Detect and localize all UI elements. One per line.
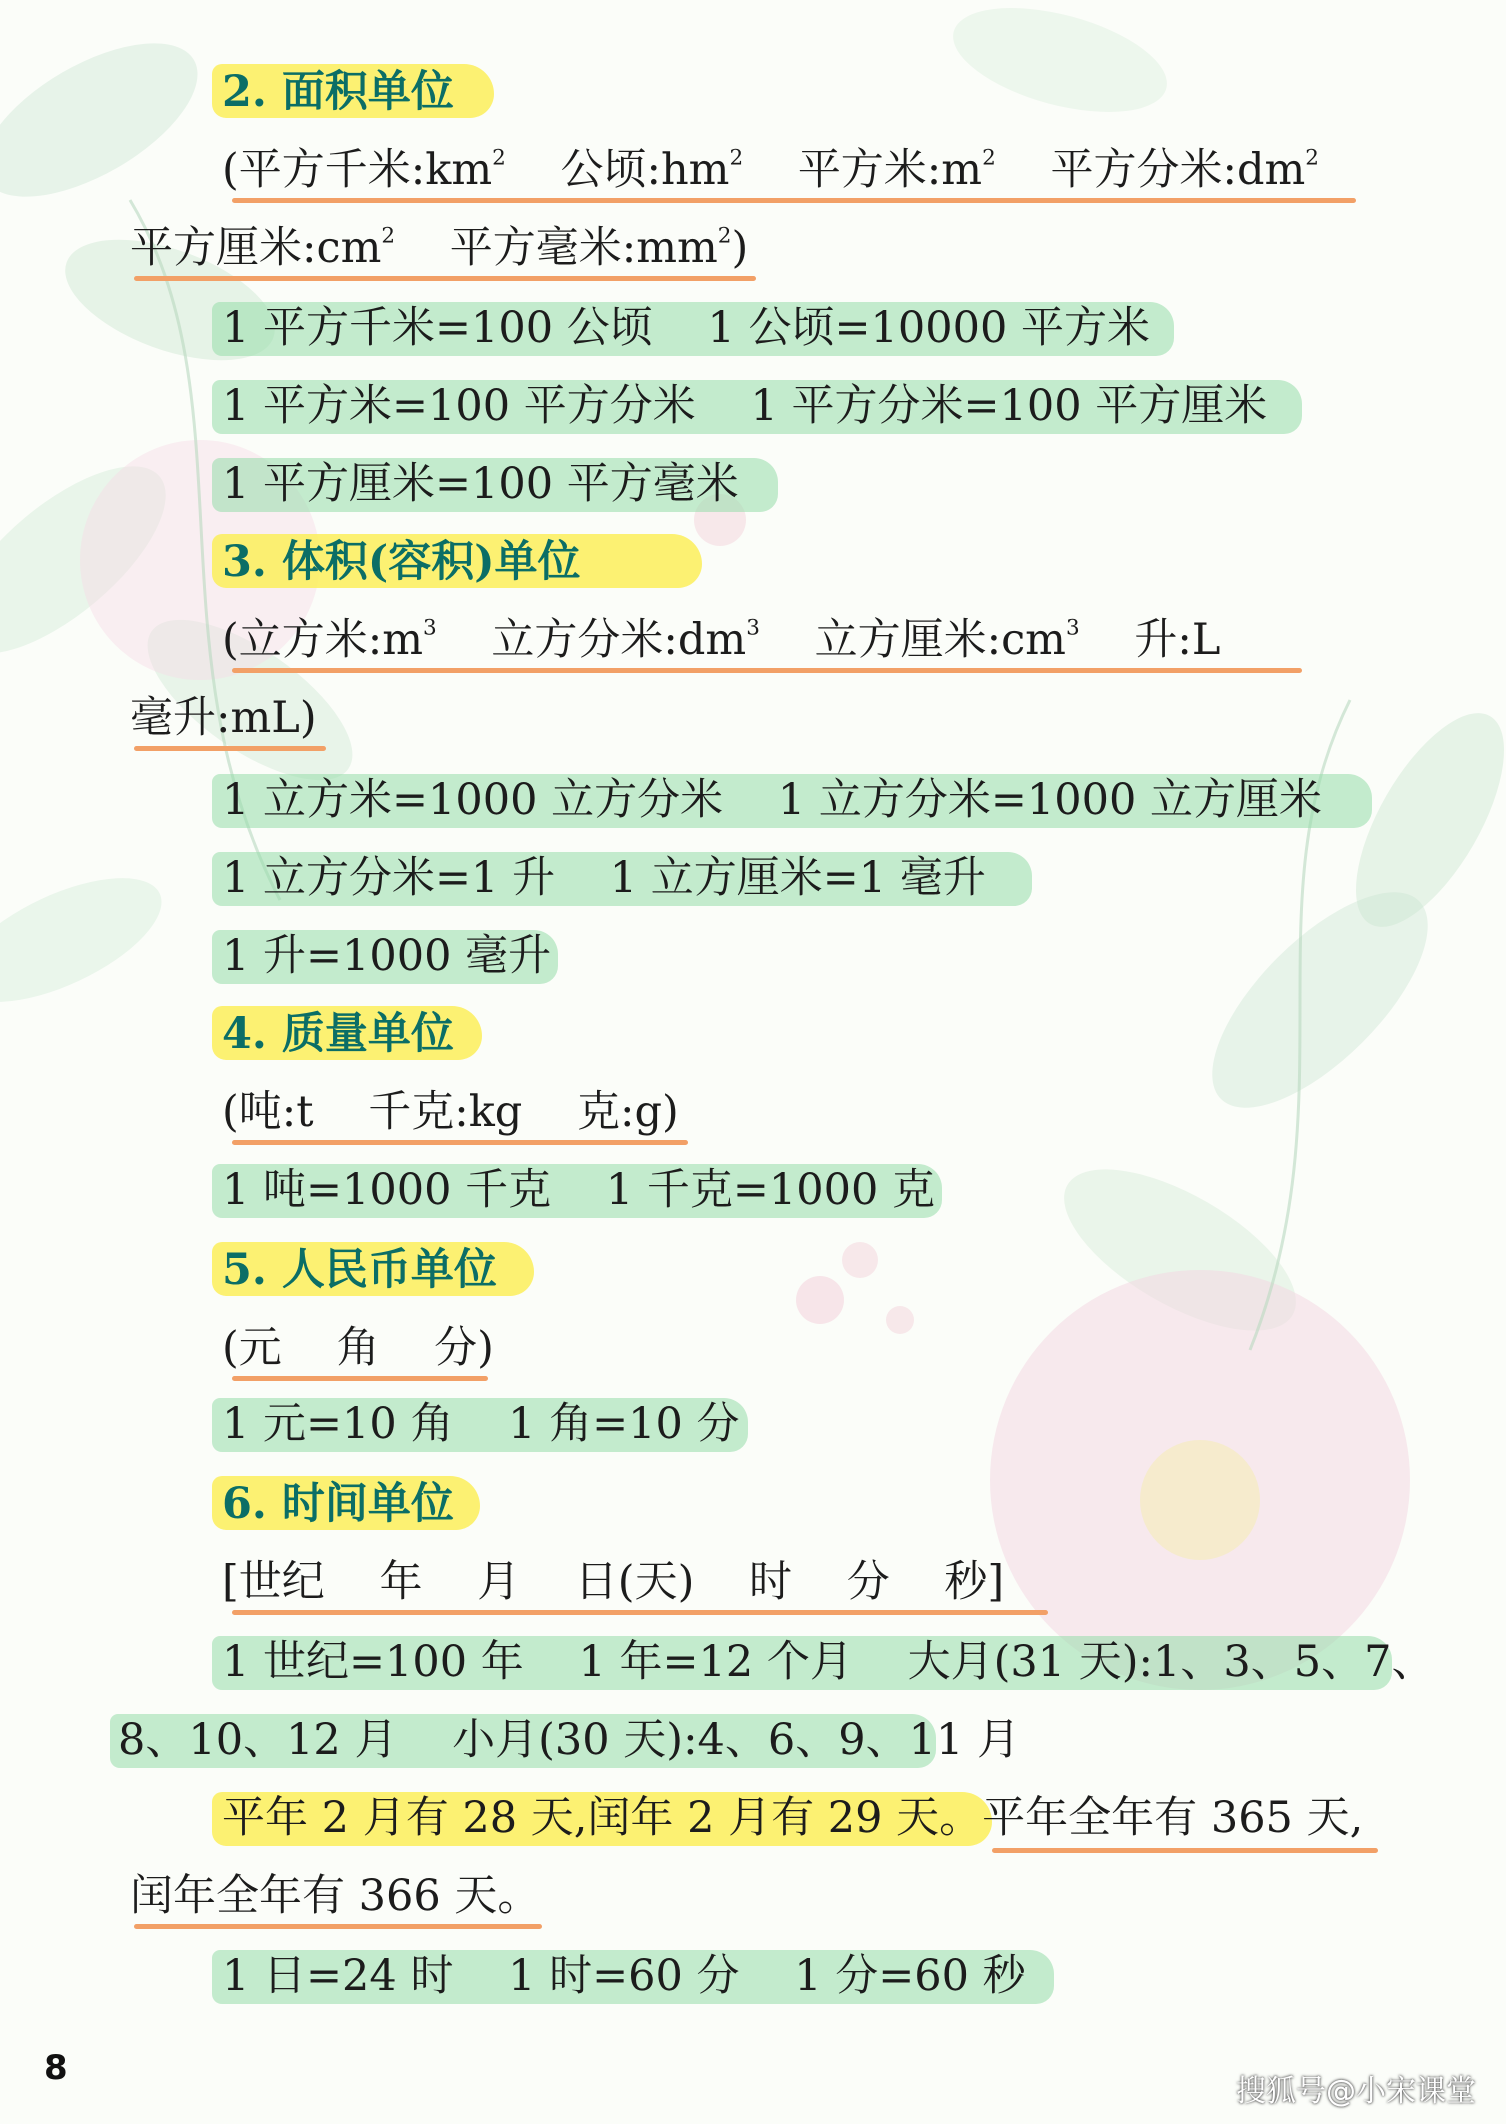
section-heading-area: 2. 面积单位	[222, 67, 454, 117]
unit-dm2: 平方分米$:dm^2$	[1050, 145, 1319, 195]
underline	[134, 276, 756, 281]
section-heading-time: 6. 时间单位	[222, 1479, 454, 1529]
volume-conversion-2: 1 立方分米=1 升 1 立方厘米=1 毫升	[222, 853, 986, 903]
unit-liter: 升:L	[1134, 615, 1221, 665]
volume-conversion-3: 1 升=1000 毫升	[222, 931, 552, 981]
underline	[134, 746, 326, 751]
unit-m2: 平方米$:m^2$	[797, 145, 996, 195]
page-number: 8	[44, 2048, 68, 2088]
section-heading-mass: 4. 质量单位	[222, 1009, 454, 1059]
unit-cm3: 立方厘米$:cm^3$	[814, 615, 1080, 665]
underline	[232, 1140, 688, 1145]
volume-units-line-1	[222, 610, 1220, 670]
section-heading-volume: 3. 体积(容积)单位	[222, 537, 581, 587]
unit-m3: (立方米$:m^3$	[222, 615, 437, 665]
underline	[232, 1376, 488, 1381]
time-conversion-1: 1 世纪=100 年 1 年=12 个月 大月(31 天):1、3、5、7、	[222, 1637, 1435, 1687]
money-units: (元 角 分)	[222, 1323, 494, 1373]
unit-cm2: 平方厘米$:cm^2$	[130, 223, 396, 273]
area-units-line-1	[222, 140, 1319, 200]
area-units-line-2: 平方厘米$:cm^2$ 平方毫米$:mm^2$)	[130, 223, 749, 273]
leap-year-line-1	[222, 1788, 1363, 1848]
time-conversion-2: 8、10、12 月 小月(30 天):4、6、9、11 月	[118, 1715, 1021, 1765]
watermark: 搜狐号@小宋课堂	[1236, 2074, 1476, 2109]
volume-conversion-1: 1 立方米=1000 立方分米 1 立方分米=1000 立方厘米	[222, 775, 1322, 825]
volume-units-line-2: 毫升:mL)	[130, 693, 317, 743]
section-heading-money: 5. 人民币单位	[222, 1245, 497, 1295]
mass-conversion-1: 1 吨=1000 千克 1 千克=1000 克	[222, 1165, 935, 1215]
area-conversion-1: 1 平方千米=100 公顷 1 公顷=10000 平方米	[222, 303, 1150, 353]
unit-km2: (平方千米$:km^2$	[222, 145, 506, 195]
unit-hm2: 公顷$:hm^2$	[560, 145, 744, 195]
money-conversion-1: 1 元=10 角 1 角=10 分	[222, 1399, 740, 1449]
underline	[992, 1848, 1378, 1853]
time-conversion-3: 1 日=24 时 1 时=60 分 1 分=60 秒	[222, 1951, 1026, 2001]
underline	[232, 198, 1356, 203]
area-conversion-2: 1 平方米=100 平方分米 1 平方分米=100 平方厘米	[222, 381, 1268, 431]
leap-year-line-2: 闰年全年有 366 天。	[130, 1871, 541, 1921]
common-year-days: 平年全年有 365 天,	[982, 1793, 1364, 1843]
leap-year-february: 平年 2 月有 28 天,闰年 2 月有 29 天。	[222, 1793, 983, 1843]
underline	[232, 668, 1302, 673]
mass-units: (吨:t 千克:kg 克:g)	[222, 1087, 679, 1137]
unit-mm2: 平方毫米$:mm^2$	[449, 223, 732, 273]
area-conversion-3: 1 平方厘米=100 平方毫米	[222, 459, 739, 509]
unit-dm3: 立方分米$:dm^3$	[491, 615, 760, 665]
underline	[232, 1610, 1048, 1615]
underline	[134, 1924, 542, 1929]
time-units: [世纪 年 月 日(天) 时 分 秒]	[222, 1557, 1005, 1607]
